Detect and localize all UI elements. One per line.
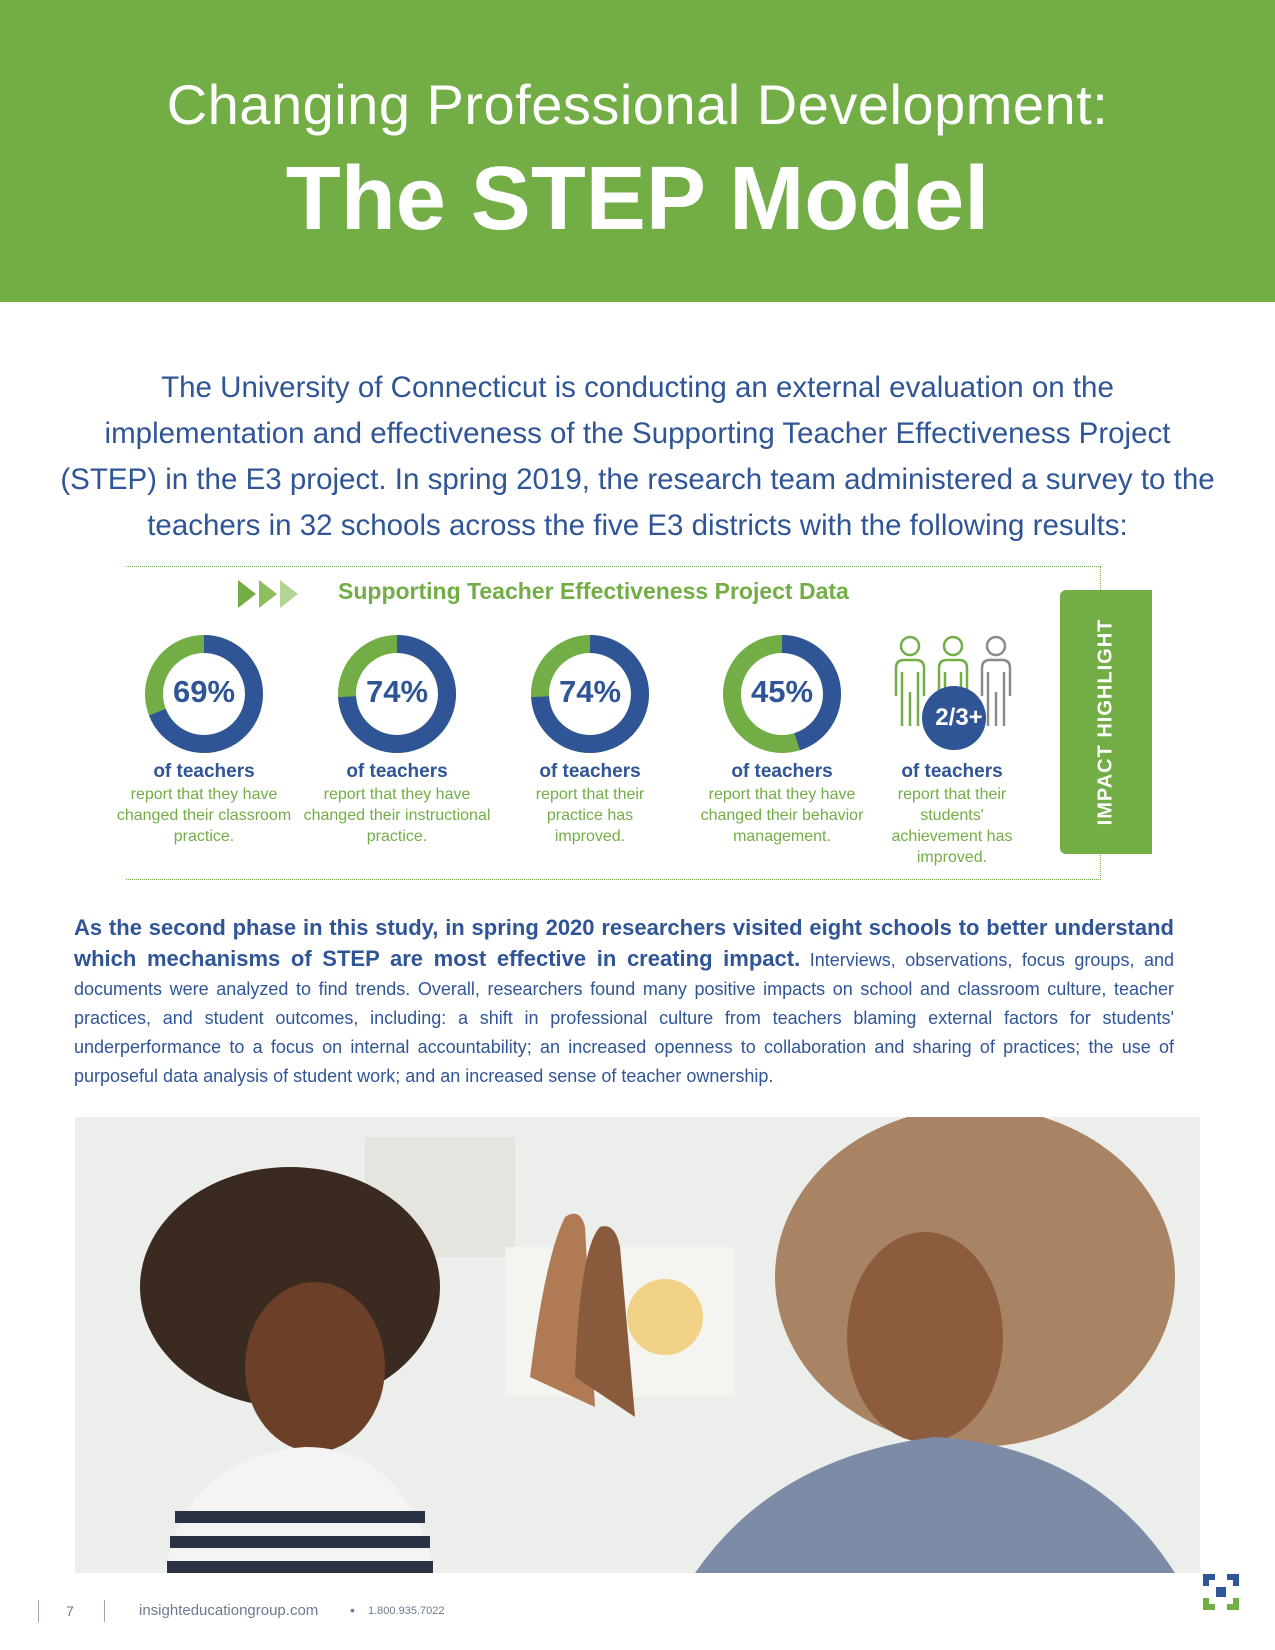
body-lead: As the second phase in this study, in spring 2020 researchers visited eight schools to better understand which mechanisms of STEP are most effective in creating impact. (74, 915, 1174, 971)
people-stat-label: 2/3+ (935, 704, 983, 731)
stat-1-percent: 69% (172, 674, 236, 709)
stat-3-caption (490, 760, 690, 847)
footer-website-link[interactable]: insighteducationgroup.com (139, 1602, 319, 1619)
footer-divider (104, 1600, 105, 1622)
intro-paragraph: The University of Connecticut is conducting an external evaluation on the implementation and effectiveness of the Supporting Teacher Effectiveness Project (STEP) in the E3 project. In spring 2019, the research team administered a survey to the teachers in 32 schools across the five E3 districts with the following results: (60, 371, 1215, 542)
footer (0, 1594, 1275, 1634)
impact-highlight-tab (1060, 590, 1152, 854)
stat-5-bold: of teachers (901, 761, 1003, 782)
stat-4-desc: report that they have changed their behavior management. (700, 786, 864, 845)
stat-1-caption (104, 760, 304, 847)
stat-2-caption (297, 760, 497, 847)
impact-highlight-label: IMPACT HIGHLIGHT (1094, 618, 1117, 826)
stat-4-bold: of teachers (731, 761, 833, 782)
page-number: 7 (66, 1603, 74, 1619)
page-title-line1: Changing Professional Development: (166, 73, 1109, 136)
people-icon (886, 632, 1022, 756)
body-rest: Interviews, observations, focus groups, and documents were analyzed to find trends. Overall, researchers found many positive impacts on school and classroom culture, teacher practices, and student outcomes, including: a shift in professional culture from teachers blaming external factors for students' underperformance to a focus on internal accountability; an increased openness to collaboration and sharing of practices; the use of purposeful data analysis of student work; and an increased sense of teacher ownership. (74, 950, 1175, 1086)
footer-phone: 1.800.935.7022 (368, 1605, 445, 1617)
stat-2-percent: 74% (365, 674, 429, 709)
photo-illustration (75, 1117, 1200, 1573)
header-banner (0, 0, 1275, 302)
stat-5-desc: report that their students' achievement has improved. (891, 786, 1013, 866)
photo-teacher-child-high-five (75, 1117, 1200, 1573)
stat-1-desc: report that they have changed their classroom practice. (116, 786, 292, 845)
stat-2-bold: of teachers (346, 761, 448, 782)
stat-3-percent: 74% (558, 674, 622, 709)
stat-3-desc: report that their practice has improved. (535, 786, 645, 845)
stat-4-percent: 45% (750, 674, 814, 709)
footer-divider (38, 1600, 39, 1622)
body-paragraph (74, 913, 1174, 1091)
stats-section-title: Supporting Teacher Effectiveness Project Data (338, 578, 849, 604)
insight-logo-icon (1201, 1572, 1241, 1612)
arrows-icon (238, 580, 298, 608)
stat-5-caption (852, 760, 1052, 868)
stat-2-desc: report that they have changed their instructional practice. (303, 786, 491, 845)
stat-1-bold: of teachers (153, 761, 255, 782)
footer-separator: • (350, 1602, 355, 1618)
page-title: The STEP Model (285, 149, 990, 249)
stat-3-bold: of teachers (539, 761, 641, 782)
